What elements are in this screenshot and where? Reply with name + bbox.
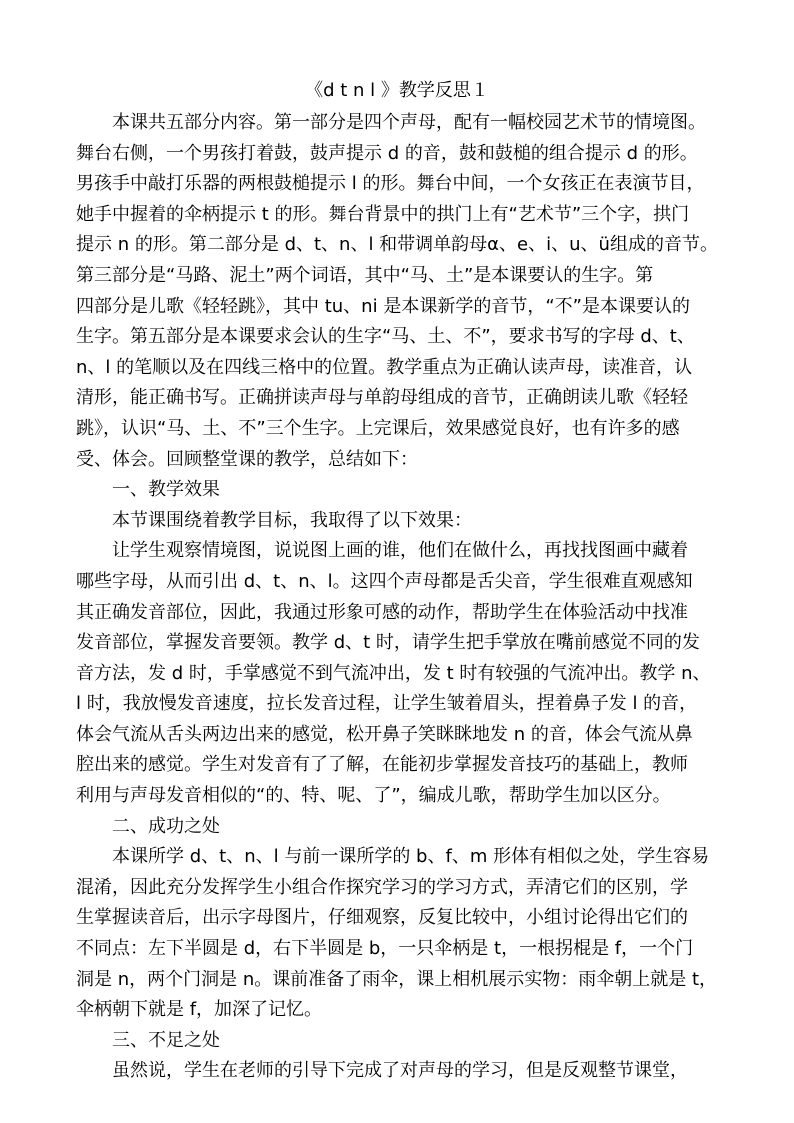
- paragraph-line: 利用与声母发音相似的“的、特、呢、了”，编成儿歌，帮助学生加以区分。: [76, 785, 671, 807]
- paragraph-line: 其正确发音部位，因此，我通过形象可感的动作，帮助学生在体验活动中找准: [76, 601, 688, 623]
- document-title: 《d t n l 》教学反思１: [305, 80, 489, 101]
- document-body: [76, 108, 726, 1087]
- paragraph-line: 不同点：左下半圆是 d，右下半圆是 b，一只伞柄是 t，一根拐棍是 f，一个门: [76, 938, 694, 960]
- paragraph-line: 音方法，发 d 时，手掌感觉不到气流冲出，发 t 时有较强的气流冲出。教学 n、: [76, 662, 711, 684]
- paragraph-line: 她手中握着的伞柄提示 t 的形。舞台背景中的拱门上有“艺术节”三个字，拱门: [76, 203, 690, 225]
- paragraph-line: l 时，我放慢发音速度，拉长发音过程，让学生皱着眉头，捏着鼻子发 l 的音，: [76, 693, 698, 715]
- paragraph-line: 混淆，因此充分发挥学生小组合作探究学习的学习方式，弄清它们的区别，学: [76, 876, 688, 898]
- paragraph-line: 体会气流从舌头两边出来的感觉，松开鼻子笑眯眯地发 n 的音，体会气流从鼻: [76, 723, 693, 745]
- paragraph-line: 清形，能正确书写。正确拼读声母与单韵母组成的音节，正确朗读儿歌《轻轻: [76, 387, 688, 409]
- paragraph-line: 本节课围绕着教学目标，我取得了以下效果：: [112, 509, 472, 531]
- paragraph-line: 洞是 n，两个门洞是 n。课前准备了雨伞，课上相机展示实物：雨伞朝上就是 t，: [76, 968, 718, 990]
- paragraph-line: 腔出来的感觉。学生对发音有了了解，在能初步掌握发音技巧的基础上，教师: [76, 754, 688, 776]
- paragraph-line: 四部分是儿歌《轻轻跳》，其中 tu、ni 是本课新学的音节，“不”是本课要认的: [76, 295, 690, 317]
- paragraph-line: 提示 n 的形。第二部分是 d、t、n、l 和带调单韵母α、e、i、u、ü组成的音节。: [76, 234, 718, 256]
- paragraph-line: 受、体会。回顾整堂课的教学，总结如下：: [76, 448, 418, 470]
- paragraph-line: 让学生观察情境图，说说图上画的谁，他们在做什么，再找找图画中藏着: [112, 540, 688, 562]
- paragraph-line: 跳》，认识“马、土、不”三个生字。上完课后，效果感觉良好，也有许多的感: [76, 417, 680, 439]
- paragraph-line: 本课共五部分内容。第一部分是四个声母，配有一幅校园艺术节的情境图。: [112, 112, 706, 133]
- paragraph-line: 第三部分是“马路、泥土”两个词语，其中“马、土”是本课要认的生字。第: [76, 264, 654, 286]
- paragraph-line: 生字。第五部分是本课要求会认的生字“马、土、不”，要求书写的字母 d、t、: [76, 326, 695, 348]
- section-heading: 三、不足之处: [112, 1029, 220, 1051]
- paragraph-line: 生掌握读音后，出示字母图片，仔细观察，反复比较中，小组讨论得出它们的: [76, 907, 688, 929]
- paragraph-line: 发音部位，掌握发音要领。教学 d、t 时，请学生把手掌放在嘴前感觉不同的发: [76, 632, 700, 654]
- paragraph-line: 本课所学 d、t、n、l 与前一课所学的 b、f、m 形体有相似之处，学生容易: [112, 846, 710, 868]
- paragraph-line: 虽然说，学生在老师的引导下完成了对声母的学习，但是反观整节课堂，: [112, 1060, 688, 1082]
- paragraph-line: 舞台右侧，一个男孩打着鼓，鼓声提示 d 的音，鼓和鼓槌的组合提示 d 的形。: [76, 142, 698, 164]
- paragraph-line: 伞柄朝下就是 f，加深了记忆。: [76, 999, 323, 1021]
- section-heading: 二、成功之处: [112, 815, 220, 837]
- paragraph-line: n、l 的笔顺以及在四线三格中的位置。教学重点为正确认读声母，读准音，认: [76, 356, 693, 378]
- paragraph-line: 男孩手中敲打乐器的两根鼓槌提示 l 的形。舞台中间，一个女孩正在表演节目，: [76, 173, 705, 195]
- section-heading: 一、教学效果: [112, 479, 220, 501]
- paragraph-line: 哪些字母，从而引出 d、t、n、l。这四个声母都是舌尖音，学生很难直观感知: [76, 570, 693, 592]
